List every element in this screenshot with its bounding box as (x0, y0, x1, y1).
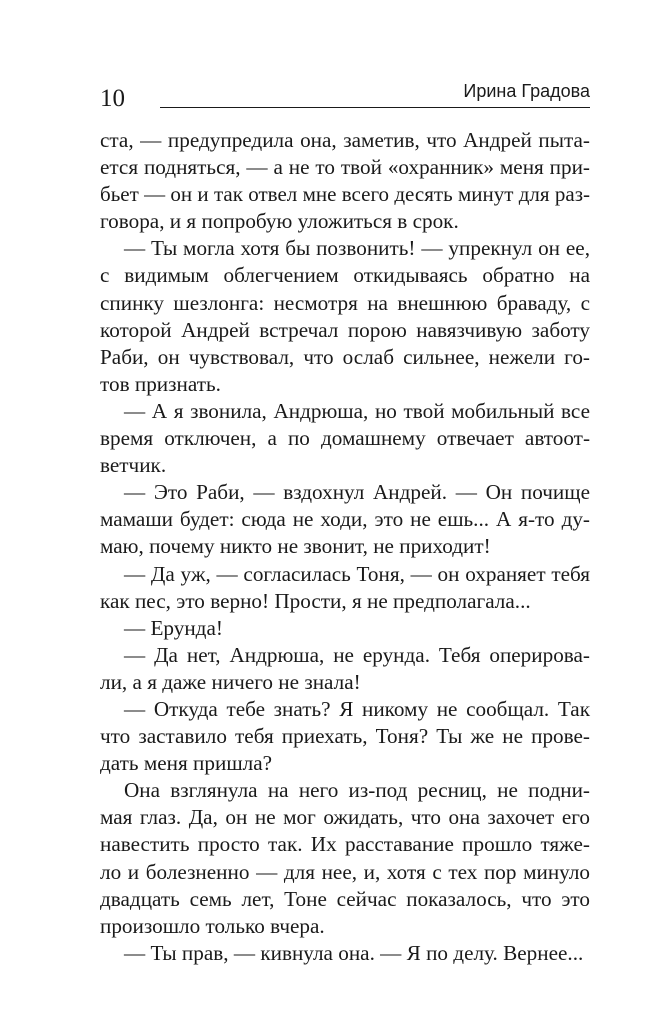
text-line: двадцать семь лет, Тоне сейчас показалось, что это (100, 886, 590, 911)
text-line: ло и болезненно — для нее, и, хотя с тех пор минуло (100, 859, 590, 884)
page-header (100, 80, 590, 116)
text-line: как пес, это верно! Прости, я не предполагала... (100, 588, 531, 613)
text-line: дать меня пришла? (100, 751, 273, 776)
text-line: — Ерунда! (124, 615, 223, 640)
page-number: 10 (100, 85, 125, 112)
text-line: тов признать. (100, 371, 221, 396)
text-line: бьет — он и так отвел мне всего десять минут для раз- (100, 182, 590, 207)
body-text (100, 127, 590, 967)
text-line: с видимым облегчением откидываясь обратно на (100, 263, 590, 288)
text-line: — Это Раби, — вздохнул Андрей. — Он почище (124, 480, 590, 505)
text-line: ли, а я даже ничего не знала! (100, 669, 361, 694)
text-line: которой Андрей встречал порою навязчивую заботу (100, 317, 590, 342)
text-line: ется подняться, — а не то твой «охранник» меня при- (100, 155, 590, 180)
text-line: Она взглянула на него из-под ресниц, не подни- (124, 778, 590, 803)
text-line: — Ты могла хотя бы позвонить! — упрекнул он ее, (124, 236, 590, 261)
text-line: Раби, он чувствовал, что ослаб сильнее, нежели го- (100, 344, 590, 369)
text-line: навестить просто так. Их расставание прошло тяже- (100, 832, 590, 857)
header-rule (160, 107, 590, 108)
text-line: произошло только вчера. (100, 913, 325, 938)
text-line: — Да уж, — согласилась Тоня, — он охраняет тебя (124, 561, 590, 586)
text-line: что заставило тебя приехать, Тоня? Ты же не прове- (100, 724, 590, 749)
text-line: — Откуда тебе знать? Я никому не сообщал. Так (124, 696, 590, 721)
text-line: — Да нет, Андрюша, не ерунда. Тебя оперирова- (124, 642, 590, 667)
text-line: говора, и я попробую уложиться в срок. (100, 209, 459, 234)
text-line: спинку шезлонга: несмотря на внешнюю браваду, с (100, 290, 590, 315)
text-line: маю, почему никто не звонит, не приходит! (100, 534, 491, 559)
text-line: ста, — предупредила она, заметив, что Андрей пыта- (100, 128, 590, 152)
text-line: время отключен, а по домашнему отвечает автоот- (100, 426, 590, 451)
running-head-author: Ирина Градова (463, 81, 590, 101)
text-line: — Ты прав, — кивнула она. — Я по делу. Вернее... (124, 940, 584, 965)
text-line: мамаши будет: сюда не ходи, это не ешь... А я-то ду- (100, 507, 590, 532)
text-line: мая глаз. Да, он не мог ожидать, что она захочет его (100, 805, 590, 830)
text-line: — А я звонила, Андрюша, но твой мобильный все (124, 398, 590, 423)
text-line: ветчик. (100, 453, 167, 478)
